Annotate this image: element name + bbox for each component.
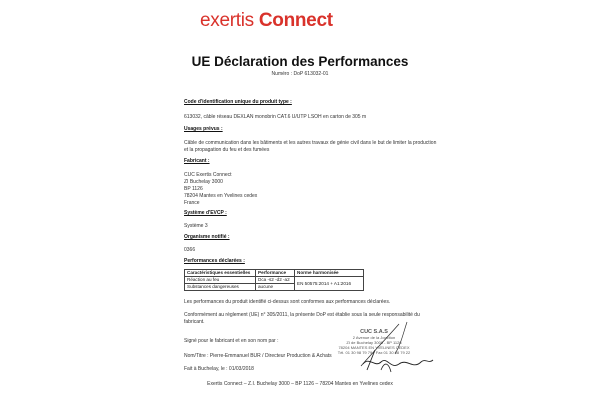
table-header-cell: Performance bbox=[256, 270, 295, 277]
notified-body-text: 0366 bbox=[184, 247, 196, 253]
product-text: 613032, câble réseau DEXLAN monobrin CAT.6 U/UTP LSOH en carton de 305 m bbox=[184, 114, 367, 120]
table-header-cell: Norme harmonisée bbox=[295, 270, 364, 277]
performances-heading: Performances déclarées : bbox=[184, 258, 245, 264]
brand-logo bbox=[200, 10, 333, 32]
handwritten-signature bbox=[355, 320, 435, 376]
manufacturer-line: France bbox=[184, 200, 200, 206]
manufacturer-line: 78204 Mantes en Yvelines cedex bbox=[184, 193, 258, 199]
manufacturer-line: CUC Exertis Connect bbox=[184, 172, 232, 178]
usage-line-2: et la propagation du feu et des fumées bbox=[184, 147, 270, 153]
footer-address: Exertis Connect – Z.I. Buchelay 3000 – BP 1126 – 78204 Mantes en Yvelines cedex bbox=[207, 381, 393, 387]
brand-logo-exertis: exertis bbox=[200, 10, 259, 31]
table-cell: aucune bbox=[256, 284, 295, 291]
usage-line-1: Câble de communication dans les bâtiments et les autres travaux de génie civil dans le but de limiter la production bbox=[184, 140, 437, 146]
conformity-text: Les performances du produit identifié ci-dessus sont conformes aux performances déclarées. bbox=[184, 299, 391, 305]
notified-body-heading: Organisme notifié : bbox=[184, 234, 230, 240]
table-cell: Substances dangereuses bbox=[185, 284, 256, 291]
manufacturer-line: ZI Buchelay 3000 bbox=[184, 179, 223, 185]
stamp-line: Tél. 01 30 98 79 79 · Fax 01 30 98 79 22 bbox=[337, 350, 411, 355]
place-date: Fait à Buchelay, le : 01/03/2018 bbox=[184, 366, 254, 372]
table-header-row bbox=[185, 270, 364, 277]
usage-heading: Usages prévus : bbox=[184, 126, 223, 132]
regulation-line-2: fabricant. bbox=[184, 319, 205, 325]
avcp-heading: Système d'EVCP : bbox=[184, 210, 227, 216]
table-cell: Réaction au feu bbox=[185, 277, 256, 284]
signed-for-text: Signé pour le fabricant et en son nom par : bbox=[184, 338, 279, 344]
avcp-text: Système 3 bbox=[184, 223, 208, 229]
table-cell: Dca -s2 -d2 -a2 bbox=[256, 277, 295, 284]
regulation-line-1: Conformément au règlement (UE) n° 305/2011, la présente DoP est établie sous la seule responsabilité du bbox=[184, 312, 420, 318]
performances-table bbox=[184, 269, 364, 291]
table-header-cell: Caractéristiques essentielles bbox=[185, 270, 256, 277]
product-heading: Code d'identification unique du produit type : bbox=[184, 99, 292, 105]
stamp-line: 2 Avenue de la Jonction bbox=[352, 335, 396, 340]
signatory-name: Nom/Titre : Pierre-Emmanuel BUR / Directeur Production & Achats bbox=[184, 353, 332, 359]
manufacturer-line: BP 1126 bbox=[184, 186, 203, 192]
dop-number: Numéro : DoP 613032-01 bbox=[271, 71, 329, 77]
table-cell: EN 50575:2014 + A1:2016 bbox=[295, 277, 364, 291]
stamp-line: ZI de Buchelay 3000 - BP 1126 bbox=[346, 340, 402, 345]
document-title: UE Déclaration des Performances bbox=[191, 54, 409, 69]
manufacturer-heading: Fabricant : bbox=[184, 158, 210, 164]
stamp-line: 78204 MANTES EN YVELINES CEDEX bbox=[338, 345, 410, 350]
stamp-line: CUC S.A.S bbox=[360, 329, 388, 335]
brand-logo-connect: Connect bbox=[258, 10, 333, 31]
table-row bbox=[185, 277, 364, 284]
